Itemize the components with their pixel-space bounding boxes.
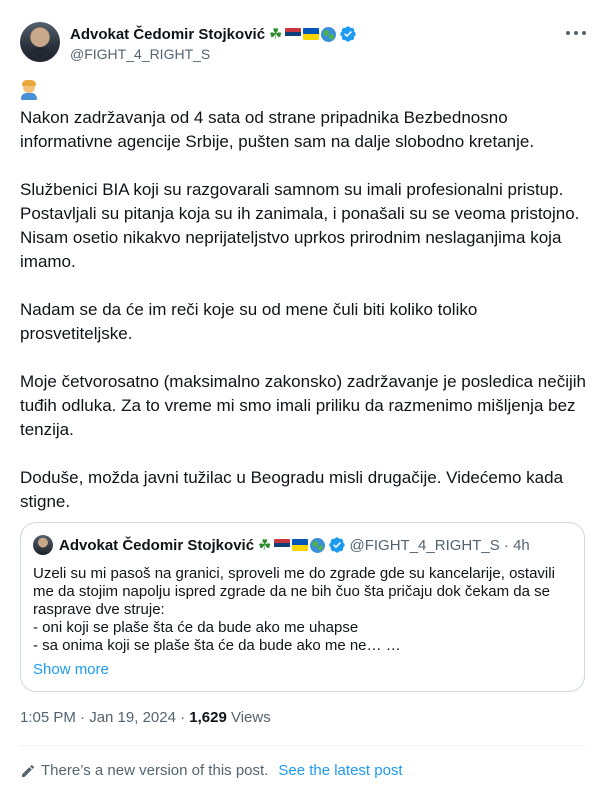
pencil-icon: [20, 763, 36, 779]
views-count: 1,629: [189, 709, 227, 726]
quoted-tweet[interactable]: [20, 522, 585, 692]
quoted-author-name: Advokat Čedomir Stojković: [59, 536, 255, 554]
new-version-notice: [20, 762, 403, 779]
serbia-flag-emoji: [285, 28, 301, 40]
ukraine-flag-emoji: [292, 539, 308, 551]
timestamp[interactable]: 1:05 PM · Jan 19, 2024 ·: [20, 709, 190, 726]
author-name[interactable]: Advokat Čedomir Stojković: [70, 25, 266, 43]
quoted-text-line: - oni koji se plaše šta će da bude ako me uhapse: [33, 619, 359, 636]
show-more-link[interactable]: Show more: [33, 661, 109, 678]
author-handle[interactable]: @FIGHT_4_RIGHT_S: [70, 46, 211, 62]
notice-text: There’s a new version of this post.: [41, 762, 269, 779]
clover-emoji: ☘: [258, 536, 272, 554]
divider: [20, 745, 586, 746]
serbia-flag-emoji: [274, 539, 290, 551]
quoted-text-line: rasprave dve struje:: [33, 601, 165, 618]
quoted-text-line: Uzeli su mi pasoš na granici, sproveli me do zgrade gde su kancelarije, ostavili: [33, 565, 555, 582]
person-emoji: [20, 80, 38, 100]
tweet-meta: [20, 709, 271, 726]
clover-emoji: ☘: [269, 25, 283, 43]
globe-emoji: [321, 27, 336, 42]
author-avatar[interactable]: [20, 22, 60, 62]
quoted-text-line: me da stojim napolju ispred zgrade da ne bih čuo šta pričaju dok čekam da se: [33, 583, 550, 600]
quoted-header: [59, 536, 530, 554]
verified-badge-icon[interactable]: [339, 25, 357, 43]
tweet-paragraph: Nadam se da će im reči koje su od mene čuli biti koliko toliko prosvetiteljske.: [20, 300, 478, 343]
tweet-paragraph: Moje četvorosatno (maksimalno zakonsko) zadržavanje je posledica nečijih tuđih odluka. Za to vreme mi smo imali priliku da razmenimo mišljenja bez tenzija.: [20, 372, 586, 439]
views-label: Views: [226, 709, 271, 726]
ukraine-flag-emoji: [303, 28, 319, 40]
quoted-author-avatar: [33, 535, 53, 555]
tweet-paragraph: Službenici BIA koji su razgovarali samnom su imali profesionalni pristup. Postavljali su pitanja koja su ih zanimala, i ponašali su se veoma pristojno. Nisam osetio nikakvo neprijateljstvo uprkos prirodnim neslaganjima koja imamo.: [20, 180, 580, 271]
quoted-text-line: - sa onima koji se plaše šta će da bude ako me ne… …: [33, 637, 401, 654]
quoted-name-emojis: [258, 538, 324, 553]
tweet-paragraph: Doduše, možda javni tužilac u Beogradu misli drugačije. Videćemo kada stigne.: [20, 468, 564, 511]
globe-emoji: [310, 538, 325, 553]
author-name-row: [70, 24, 357, 44]
quoted-handle-time: @FIGHT_4_RIGHT_S · 4h: [349, 536, 530, 554]
name-emojis: [269, 27, 335, 42]
see-latest-post-link[interactable]: See the latest post: [278, 762, 403, 779]
tweet-paragraph: Nakon zadržavanja od 4 sata od strane pripadnika Bezbednosno informativne agencije Srbije, pušten sam na dalje slobodno kretanje.: [20, 108, 535, 151]
verified-badge-icon: [328, 536, 346, 554]
quoted-text: [33, 565, 573, 655]
more-icon[interactable]: [566, 28, 586, 38]
